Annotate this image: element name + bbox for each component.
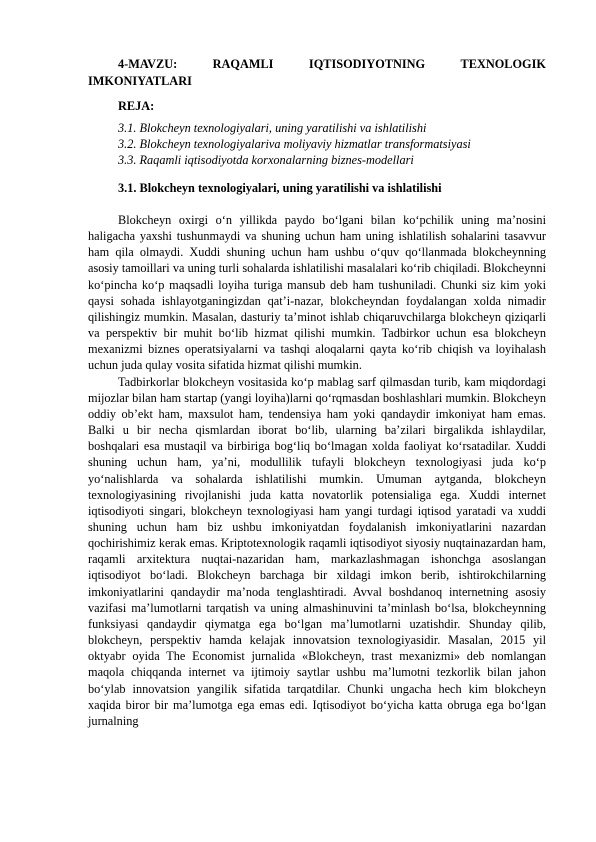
document-page [88,56,546,729]
title-word: IQTISODIYOTNING [308,57,426,71]
title-word: RAQAMLI [212,57,274,71]
plan-heading: REJA: [118,99,155,113]
body-paragraph: Tadbirkorlar blokcheyn vositasida ko‘p mablag sarf qilmasdan turib, kam miqdordagi mijozlar bilan ham startap (yangi loyiha)larni qo‘rqmasdan boshlashlari mumkin. Blokcheyn oddiy ob’ekt ham, maxsulot ham, tendensiya ham yoki qandaydir imkoniyat ham emas. Balki u bir necha qismlardan iborat bo‘lib, ularning ba’zilari birgalikda ishlaydilar, boshqalari esa mustaqil va birbiriga bog‘liq bo‘lmagan xolda faoliyat ko‘rsatadilar. Xuddi shuning uchun ham, ya’ni, modullilik tufayli blokcheyn texnologiyasi juda ko‘p yo‘nalishlarda va sohalarda ishlatilishi mumkin. Umuman aytganda, blokcheyn texnologiyasining rivojlanishi juda katta novatorlik potensialiga ega. Xuddi internet iqtisodiyoti singari, blokcheyn texnologiyasi ham yangi turdagi iqtisod yaratadi va xuddi shuning uchun ham biz ushbu imkoniyatdan foydalanish imkoniyatlarini nazardan qochirishimiz kerak emas. Kriptotexnologik raqamli iqtisodiyot siyosiy nuqtainazardan ham, raqamli arxitektura nuqtai-nazaridan ham, markazlashmagan ishonchga asoslangan iqtisodiyot bo‘ladi. Blokcheyn barchaga bir xildagi imkon berib, ishtirokchilarning imkoniyatlarini qandaydir ma’noda tenglashtiradi. Avval boshdanoq internetning asosiy vazifasi ma’lumotlarni tarqatish va uning almashinuvini ta’minlash bo‘lsa, blokcheynning funksiyasi qandaydir qiymatga ega bo‘lgan ma’lumotlarni uzatishdir. Shunday qilib, blokcheyn, perspektiv hamda kelajak innovatsion texnologiyasidir. Masalan, 2015 yil oktyabr oyida The Economist jurnalida «Blokcheyn, trast mexanizmi» deb nomlangan maqola chiqqanda internet va ijtimoiy saytlar ushbu ma’lumotni tezkorlik bilan jahon bo‘ylab innovatsion yangilik sifatida tarqatdilar. Chunki ungacha hech kim blokcheyn xaqida biror bir ma’lumotga ega emas edi. Iqtisodiyot bo‘yicha katta obruga ega bo‘lgan jurnalning [88,374,546,728]
plan-item: 3.2. Blokcheyn texnologiyalariva moliyaviy hizmatlar transformatsiyasi [118,137,471,151]
plan-list [88,120,546,168]
topic-title [88,56,546,90]
title-line-1 [88,56,546,73]
title-word: 4-MAVZU: [118,57,178,71]
section-heading: 3.1. Blokcheyn texnologiyalari, uning yaratilishi va ishlatilishi [118,181,442,195]
body-paragraph: Blokcheyn oxirgi o‘n yillikda paydo bo‘lgani bilan ko‘pchilik uning ma’nosini haligacha yaxshi tushunmaydi va shuning uchun ham uning ishlatilish sohalarini tasavvur ham qila olmaydi. Xuddi shuning uchun ham ushbu o‘quv qo‘llanmada blokcheynning asosiy tamoillari va uning turli sohalarda ishlatilishi masalalari ko‘rib chiqiladi. Blokcheynni ko‘pincha ko‘p maqsadli loyiha turiga mansub deb ham tushuniladi. Chunki siz kim yoki qaysi sohada ishlayotganingizdan qat’i-nazar, blokcheyndan foydalangan xolda nimadir qilishingiz mumkin. Masalan, dasturiy ta’minot ishlab chiqaruvchilarga blokcheyn qiziqarli va perspektiv bir muhit bo‘lib hizmat qilishi mumkin. Tadbirkor uchun esa blokcheyn mexanizmi biznes operatsiyalarni va tashqi aloqalarni qayta ko‘rib chiqish va loyihalash uchun juda qulay vosita sifatida hizmat qilishi mumkin. [88,213,546,373]
title-line-2: IMKONIYATLARI [88,74,192,88]
title-word: TEXNOLOGIK [460,57,546,71]
plan-item: 3.3. Raqamli iqtisodiyotda korxonalarning biznes-modellari [118,153,414,167]
plan-item: 3.1. Blokcheyn texnologiyalari, uning yaratilishi va ishlatilishi [118,121,427,135]
